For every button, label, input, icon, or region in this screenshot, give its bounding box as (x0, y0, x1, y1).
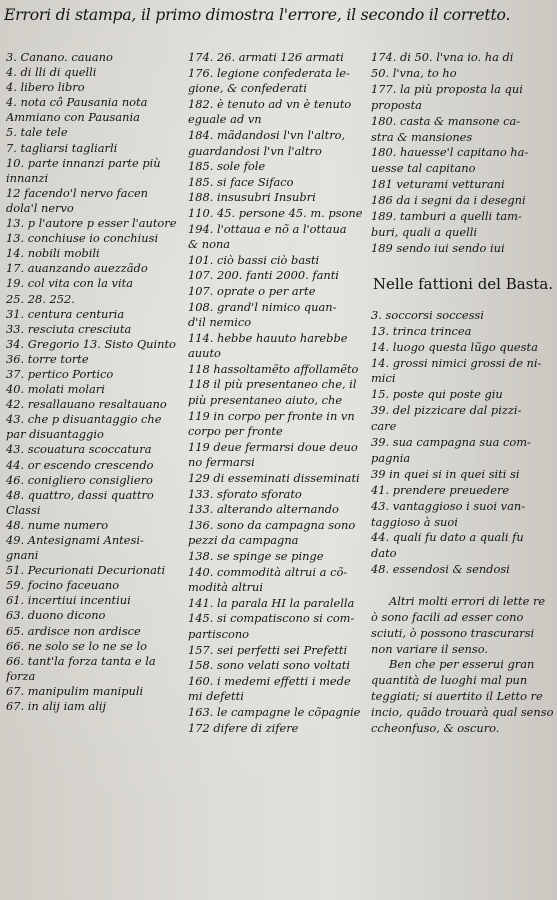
errata-entry: uesse tal capitano (371, 161, 476, 176)
closing-note-paragraph: Altri molti errori di lette re ò sono facili ad esser cono sciuti, ò possono trascurarsi non variare il senso. (371, 594, 546, 656)
errata-entry: 39. sua campagna sua com- (371, 435, 531, 450)
errata-entry: 43. scouatura scoccatura (6, 442, 152, 457)
errata-entry: 4. nota cô Pausania nota (6, 95, 148, 110)
errata-entry: 194. l'ottaua e nõ a l'ottaua (188, 221, 347, 236)
errata-entry: 61. incertiui incentiui (6, 593, 131, 608)
errata-list-basta (371, 308, 555, 578)
errata-entry: gione, & confederati (188, 81, 307, 96)
errata-entry: 189. tamburi a quelli tam- (371, 209, 522, 224)
errata-entry: 13. p l'autore p esser l'autore (6, 216, 177, 231)
errata-entry: 48. nume numero (6, 517, 109, 532)
errata-entry: 157. sei perfetti sei Prefetti (188, 642, 348, 657)
errata-entry: 14. luogo questa lũgo questa (371, 339, 538, 354)
errata-entry: 174. di 50. l'vna io. ha di (371, 50, 514, 64)
errata-entry: 51. Pecurionati Decurionati (6, 563, 166, 578)
closing-note-paragraph: Ben che per esserui gran quantità de luoghi mal pun teggiati; si auertito il Letto re incio, quãdo trouarà qual senso ccheonfuso, & oscuro. (371, 657, 554, 735)
errata-entry: 46. conigliero consigliero (6, 472, 153, 487)
errata-entry: par disuantaggio (6, 427, 104, 442)
errata-entry: 107. oprate o per arte (188, 283, 316, 298)
errata-entry: 114. hebbe hauuto harebbe (188, 330, 348, 345)
errata-entry: corpo per fronte (188, 424, 283, 439)
errata-entry: 37. pertico Portico (6, 366, 114, 381)
errata-entry: 136. sono da campagna sono (188, 517, 356, 532)
errata-entry: mici (371, 371, 396, 386)
errata-entry: pagnia (371, 450, 411, 465)
errata-entry: 50. l'vna, to ho (371, 65, 457, 80)
errata-entry: 160. i medemi effetti i mede (188, 673, 351, 688)
errata-entry: 42. resallauano resaltauano (6, 397, 167, 412)
errata-entry: 5. tale tele (6, 125, 68, 140)
errata-entry: 7. tagliarsi tagliarli (6, 140, 118, 155)
errata-entry: 141. la parala HI la paralella (188, 595, 355, 610)
errata-entry: 119 deue fermarsi doue deuo (188, 439, 358, 454)
errata-entry: 67. in alij iam alij (6, 699, 107, 714)
errata-entry: & nona (188, 237, 231, 252)
errata-column-left (6, 50, 186, 714)
errata-entry: 110. 45. persone 45. m. psone (188, 205, 363, 220)
errata-entry: 41. prendere preuedere (371, 482, 510, 497)
errata-entry: 180. casta & mansone ca- (371, 113, 521, 128)
errata-entry: 158. sono velati sono voltati (188, 658, 350, 673)
errata-entry: 65. ardisce non ardisce (6, 623, 141, 638)
errata-entry: guardandosi l'vn l'altro (188, 143, 322, 158)
errata-entry: 177. la più proposta la qui (371, 81, 523, 96)
errata-entry: 49. Antesignami Antesi- (6, 533, 144, 547)
errata-entry: 31. centura centuria (6, 306, 125, 321)
errata-entry: 140. commodità altrui a cõ- (188, 564, 348, 579)
section-title-basta: Nelle fattioni del Basta. (372, 274, 554, 293)
errata-entry: forza (6, 668, 36, 683)
errata-entry: 14. grossi nimici grossi de ni- (371, 355, 542, 370)
errata-column-right (371, 50, 555, 736)
errata-entry: 185. sole fole (188, 159, 266, 174)
closing-note (371, 594, 555, 736)
errata-entry: 145. si compatiscono si com- (188, 611, 355, 626)
errata-entry: 133. alterando alternando (188, 502, 339, 517)
errata-entry: 63. duono dicono (6, 608, 106, 623)
errata-entry: 176. legione confederata le- (188, 65, 350, 80)
errata-entry: 14. nobili mobili (6, 246, 100, 261)
errata-entry: 101. ciò bassi ciò basti (188, 252, 320, 267)
errata-entry: d'il nemico (188, 315, 252, 330)
errata-entry: 17. auanzando auezzãdo (6, 261, 148, 276)
errata-entry: 4. libero libro (6, 80, 85, 95)
errata-entry: 25. 28. 252. (6, 291, 75, 306)
errata-entry: buri, quali a quelli (371, 224, 477, 239)
errata-entry: no fermarsi (188, 455, 255, 470)
errata-entry: partiscono (188, 626, 250, 641)
errata-entry: 15. poste qui poste giu (371, 387, 503, 402)
errata-entry: 3. Canano. cauano (6, 50, 113, 64)
errata-column-middle (188, 50, 368, 736)
errata-entry: pezzi da campagna (188, 533, 299, 548)
errata-entry: 3. soccorsi soccessi (371, 307, 484, 322)
errata-entry: 67. manipulim manipuli (6, 683, 144, 698)
errata-entry: 39. del pizzicare dal pizzi- (371, 403, 522, 418)
errata-entry: modità altrui (188, 580, 264, 595)
errata-entry: 39 in quei si in quei siti si (371, 466, 520, 481)
errata-entry: taggioso à suoi (371, 514, 458, 529)
errata-entry: dato (371, 546, 397, 561)
errata-entry: proposta (371, 97, 422, 112)
errata-entry: 118 hassoltamẽto affollamẽto (188, 361, 359, 376)
errata-entry: auuto (188, 346, 221, 361)
errata-entry: 184. mãdandosi l'vn l'altro, (188, 127, 346, 142)
errata-entry: 59. focino faceuano (6, 578, 120, 593)
errata-entry: 44. or escendo crescendo (6, 457, 154, 472)
errata-list-right-top (371, 50, 555, 257)
errata-entry: 189 sendo iui sendo iui (371, 240, 505, 255)
errata-entry: Ammiano con Pausania (6, 110, 140, 125)
errata-entry: mi defetti (188, 689, 244, 704)
errata-entry: 133. sforato sforato (188, 486, 302, 501)
errata-entry: 185. si face Sifaco (188, 174, 294, 189)
errata-entry: 13. conchiuse io conchiusi (6, 231, 159, 246)
errata-entry: 33. resciuta cresciuta (6, 321, 132, 336)
errata-entry: 182. è tenuto ad vn è tenuto (188, 96, 352, 111)
errata-entry: 48. essendosi & sendosi (371, 562, 510, 577)
errata-entry: 163. le campagne le cõpagnie (188, 704, 361, 719)
errata-entry: 138. se spinge se pinge (188, 549, 324, 563)
errata-entry: 108. grand'l nimico quan- (188, 299, 337, 314)
errata-entry: dola'l nervo (6, 200, 74, 215)
errata-entry: gnani (6, 548, 39, 563)
errata-entry: 118 il più presentaneo che, il (188, 377, 357, 392)
errata-entry: 36. torre torte (6, 351, 89, 366)
errata-entry: eguale ad vn (188, 112, 262, 127)
errata-entry: stra & mansiones (371, 129, 473, 144)
errata-entry: 43. che p disuantaggio che (6, 412, 162, 427)
errata-entry: 40. molati molari (6, 382, 105, 397)
errata-entry: 4. di lli di quelli (6, 65, 97, 80)
errata-entry: 12 facendo'l nervo facen (6, 185, 149, 200)
errata-entry: 10. parte innanzi parte più (6, 155, 161, 170)
errata-entry: più presentaneo aiuto, che (188, 393, 343, 408)
errata-entry: 107. 200. fanti 2000. fanti (188, 268, 339, 283)
errata-entry: 19. col vita con la vita (6, 276, 133, 291)
errata-entry: 66. tant'la forza tanta e la (6, 653, 156, 668)
errata-entry: 172 difere di zifere (188, 720, 299, 735)
errata-entry: 129 di esseminati disseminati (188, 471, 360, 486)
errata-entry: 43. vantaggioso i suoi van- (371, 498, 526, 513)
errata-entry: care (371, 419, 397, 434)
errata-entry: 181 veturami vetturani (371, 177, 505, 192)
errata-entry: 44. quali fu dato a quali fu (371, 530, 524, 545)
errata-entry: 119 in corpo per fronte in vn (188, 408, 355, 423)
errata-entry: 13. trinca trincea (371, 323, 472, 338)
errata-entry: 66. ne solo se lo ne se lo (6, 638, 147, 653)
errata-entry: 188. insusubri Insubri (188, 190, 316, 205)
errata-entry: 186 da i segni da i desegni (371, 193, 526, 208)
errata-entry: innanzi (6, 170, 49, 185)
errata-entry: 34. Gregorio 13. Sisto Quinto (6, 336, 176, 351)
page-title: Errori di stampa, il primo dimostra l'errore, il secondo il corretto. (4, 6, 511, 24)
errata-entry: 180. hauesse'l capitano ha- (371, 145, 529, 160)
errata-entry: Classi (6, 502, 41, 517)
errata-entry: 174. 26. armati 126 armati (188, 50, 344, 64)
errata-entry: 48. quattro, dassi quattro (6, 487, 154, 502)
